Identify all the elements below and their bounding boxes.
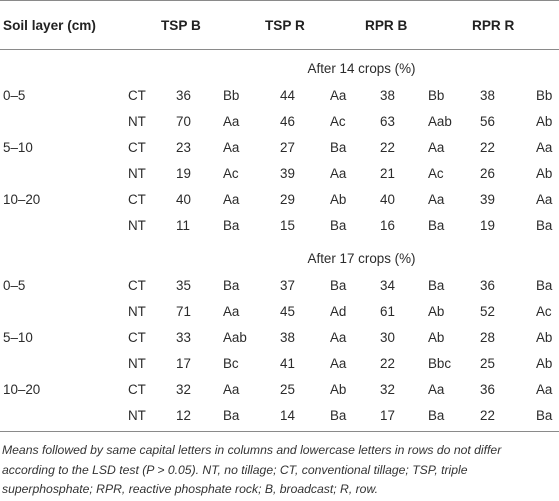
letter-group-cell: Ab [428,304,445,319]
value-cell: 70 [176,114,191,129]
letter-group-cell: Ab [536,166,553,181]
letter-group-cell: Ab [428,330,445,345]
value-cell: 27 [280,140,295,155]
value-cell: 15 [280,218,295,233]
letter-group-cell: Bb [428,88,445,103]
value-cell: 44 [280,88,295,103]
letter-group-cell: Ac [223,166,239,181]
letter-group-cell: Aa [223,114,240,129]
value-cell: 34 [380,278,395,293]
value-cell: 19 [480,218,495,233]
value-cell: 41 [280,356,295,371]
value-cell: 29 [280,192,295,207]
letter-group-cell: Ba [330,140,347,155]
tillage-cell: CT [128,330,146,345]
letter-group-cell: Aa [428,192,445,207]
letter-group-cell: Bbc [428,356,452,371]
header-tsp-r: TSP R [265,18,305,33]
letter-group-cell: Bb [223,88,240,103]
letter-group-cell: Aab [428,114,452,129]
letter-group-cell: Ab [536,114,553,129]
letter-group-cell: Ba [223,218,240,233]
tillage-cell: CT [128,382,146,397]
letter-group-cell: Aa [330,88,347,103]
value-cell: 22 [480,408,495,423]
value-cell: 45 [280,304,295,319]
soil-layer-cell: 5–10 [3,330,33,345]
section-label-1 [0,61,559,77]
value-cell: 35 [176,278,191,293]
value-cell: 63 [380,114,395,129]
value-cell: 38 [380,88,395,103]
letter-group-cell: Ad [330,304,347,319]
value-cell: 40 [380,192,395,207]
letter-group-cell: Aab [223,330,247,345]
section-title: After 17 crops (%) [307,251,416,266]
value-cell: 16 [380,218,395,233]
tillage-cell: NT [128,166,146,181]
value-cell: 17 [380,408,395,423]
letter-group-cell: Ab [536,356,553,371]
letter-group-cell: Ac [428,166,444,181]
letter-group-cell: Ba [428,408,445,423]
value-cell: 25 [480,356,495,371]
letter-group-cell: Aa [223,382,240,397]
letter-group-cell: Aa [330,166,347,181]
value-cell: 36 [480,382,495,397]
value-cell: 19 [176,166,191,181]
letter-group-cell: Aa [428,140,445,155]
value-cell: 52 [480,304,495,319]
letter-group-cell: Bc [223,356,239,371]
tillage-cell: NT [128,356,146,371]
value-cell: 32 [380,382,395,397]
value-cell: 22 [380,140,395,155]
value-cell: 22 [480,140,495,155]
value-cell: 39 [480,192,495,207]
letter-group-cell: Ba [223,408,240,423]
value-cell: 22 [380,356,395,371]
soil-layer-cell: 10–20 [3,382,41,397]
soil-layer-cell: 0–5 [3,278,26,293]
letter-group-cell: Aa [536,140,553,155]
value-cell: 37 [280,278,295,293]
letter-group-cell: Ba [330,278,347,293]
letter-group-cell: Aa [223,192,240,207]
value-cell: 33 [176,330,191,345]
value-cell: 61 [380,304,395,319]
letter-group-cell: Ba [223,278,240,293]
letter-group-cell: Ba [330,218,347,233]
value-cell: 11 [176,218,190,233]
letter-group-cell: Ba [330,408,347,423]
letter-group-cell: Aa [330,356,347,371]
value-cell: 21 [380,166,395,181]
section-label-2 [0,251,559,267]
header-rule [0,49,559,50]
value-cell: 17 [176,356,191,371]
letter-group-cell: Ab [330,192,347,207]
tillage-cell: CT [128,140,146,155]
value-cell: 71 [176,304,191,319]
value-cell: 28 [480,330,495,345]
letter-group-cell: Aa [330,330,347,345]
value-cell: 14 [280,408,295,423]
letter-group-cell: Ac [330,114,346,129]
value-cell: 30 [380,330,395,345]
value-cell: 25 [280,382,295,397]
bottom-rule [0,431,559,432]
letter-group-cell: Aa [536,192,553,207]
letter-group-cell: Ab [536,330,553,345]
section-title: After 14 crops (%) [307,61,416,76]
letter-group-cell: Ba [428,218,445,233]
soil-layer-cell: 10–20 [3,192,41,207]
header-rpr-b: RPR B [365,18,408,33]
top-rule [0,0,559,1]
letter-group-cell: Ac [536,304,552,319]
letter-group-cell: Bb [536,88,553,103]
value-cell: 36 [480,278,495,293]
value-cell: 32 [176,382,191,397]
value-cell: 40 [176,192,191,207]
tillage-cell: NT [128,114,146,129]
tillage-cell: NT [128,304,146,319]
letter-group-cell: Ab [330,382,347,397]
value-cell: 12 [176,408,191,423]
tillage-cell: CT [128,192,146,207]
value-cell: 23 [176,140,191,155]
letter-group-cell: Ba [536,218,553,233]
value-cell: 46 [280,114,295,129]
tillage-cell: NT [128,218,146,233]
tillage-cell: NT [128,408,146,423]
value-cell: 38 [480,88,495,103]
letter-group-cell: Aa [428,382,445,397]
value-cell: 26 [480,166,495,181]
soil-layer-cell: 5–10 [3,140,33,155]
value-cell: 56 [480,114,495,129]
value-cell: 36 [176,88,191,103]
soil-layer-cell: 0–5 [3,88,26,103]
letter-group-cell: Ba [536,278,553,293]
letter-group-cell: Ba [428,278,445,293]
letter-group-cell: Aa [223,304,240,319]
tillage-cell: CT [128,88,146,103]
letter-group-cell: Aa [223,140,240,155]
header-rpr-r: RPR R [472,18,515,33]
letter-group-cell: Ba [536,408,553,423]
header-tsp-b: TSP B [161,18,201,33]
tillage-cell: CT [128,278,146,293]
value-cell: 39 [280,166,295,181]
header-soil-layer: Soil layer (cm) [3,18,96,33]
value-cell: 38 [280,330,295,345]
letter-group-cell: Aa [536,382,553,397]
table-footnote: Means followed by same capital letters in columns and lowercase letters in rows do not differ according to the LSD test (P > 0.05). NT, no tillage; CT, conventional tillage; TSP, triple superphosphate; RPR, reactive phosphate rock; B, broadcast; R, row. [2,443,502,496]
